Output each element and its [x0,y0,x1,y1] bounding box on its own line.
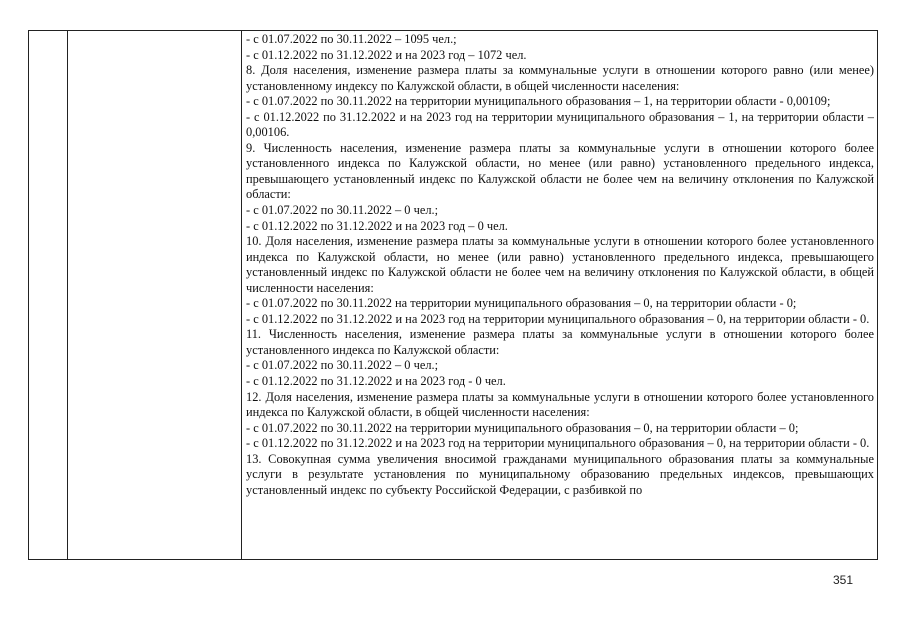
text-line: - с 01.12.2022 по 31.12.2022 и на 2023 год - 0 чел. [246,374,506,389]
page-number: 351 [832,573,853,587]
paragraph-item-11: 11. Численность населения, изменение размера платы за коммунальные услуги в отношении которого более установленного индекса по Калужской области: [246,327,874,357]
text-line: - с 01.07.2022 по 30.11.2022 – 0 чел.; [246,203,439,218]
text-line: - с 01.12.2022 по 31.12.2022 и на 2023 год – 1072 чел. [246,47,527,62]
text-line: - с 01.12.2022 по 31.12.2022 и на 2023 год – 0 чел. [246,218,508,233]
document-table [28,30,878,560]
text-line: - с 01.12.2022 по 31.12.2022 и на 2023 год на территории муниципального образования – 0, на территории области - 0. [246,311,870,326]
text-line: - с 01.12.2022 по 31.12.2022 и на 2023 год на территории муниципального образования – 0, на территории области - 0. [246,436,870,451]
paragraph-item-10: 10. Доля населения, изменение размера платы за коммунальные услуги в отношении которого более установленного индекса по Калужской области, но менее (или равно) установленного предельного индекса, превышающего установленный индекс по Калужской области не более чем на величину отклонения по Калужской области, в общей численности населения: [246,234,874,295]
paragraph-item-13: 13. Совокупная сумма увеличения вносимой гражданами муниципального образования платы за коммунальные услуги в результате установления по муниципальному образованию предельных индексов, превышающих установленный индекс по субъекту Российской Федерации, с разбивкой по [246,451,874,497]
table-cell-text [246,32,874,498]
text-line: - с 01.07.2022 по 30.11.2022 – 0 чел.; [246,358,439,373]
text-line: - с 01.07.2022 по 30.11.2022 – 1095 чел.; [246,32,457,46]
text-line: - с 01.07.2022 по 30.11.2022 на территории муниципального образования – 0, на территории области – 0; [246,420,799,435]
paragraph-item-9: 9. Численность населения, изменение размера платы за коммунальные услуги в отношении которого более установленного индекса по Калужской области, но менее (или равно) установленного предельного индекса, превышающего установленный индекс по Калужской области не более чем на величину отклонения по Калужской области: [246,140,874,202]
paragraph-item-12: 12. Доля населения, изменение размера платы за коммунальные услуги в отношении которого более установленного индекса по Калужской области, в общей численности населения: [246,389,874,420]
text-line: - с 01.07.2022 по 30.11.2022 на территории муниципального образования – 0, на территории области - 0; [246,296,797,311]
paragraph-item-8: 8. Доля населения, изменение размера платы за коммунальные услуги в отношении которого равно (или менее) установленному индексу по Калужской области, в общей численности населения: [246,63,874,93]
text-line: - с 01.12.2022 по 31.12.2022 и на 2023 год на территории муниципального образования – 1, на территории области – 0,00106. [246,109,874,140]
column-divider [67,31,68,559]
text-line: - с 01.07.2022 по 30.11.2022 на территории муниципального образования – 1, на территории области - 0,00109; [246,94,831,109]
column-divider [241,31,242,559]
